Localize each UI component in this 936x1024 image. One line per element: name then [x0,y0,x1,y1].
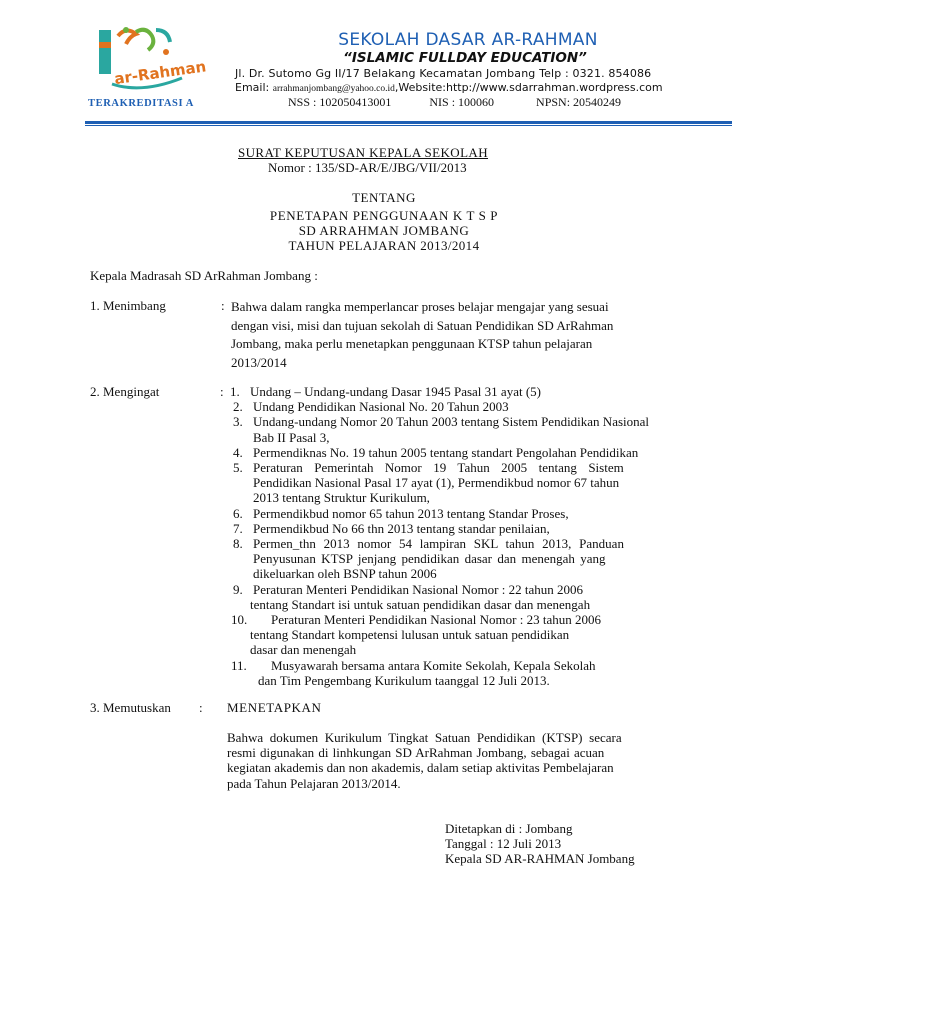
item-line: Undang-undang Nomor 20 Tahun 2003 tentang Sistem Pendidikan Nasional [253,414,650,430]
memutuskan-keyword: MENETAPKAN [227,700,322,715]
nis: NIS : 100060 [429,95,495,109]
list-item [230,612,710,627]
list-item [230,521,710,536]
menimbang-colon: : [221,298,225,313]
item-line: Peraturan Pemerintah Nomor 19 Tahun 2005 tentang Sistem [253,460,624,476]
heading-subject-3: TAHUN PELAJARAN 2013/2014 [288,238,480,253]
memutuskan-label: 3. Memutuskan [90,700,171,715]
list-item [230,399,710,414]
menimbang-line: Jombang, maka perlu menetapkan penggunaan KTSP tahun pelajaran [231,336,593,351]
item-number: 7. [233,520,243,536]
school-motto: “ISLAMIC FULLDAY EDUCATION” [343,50,587,66]
list-item [230,414,710,444]
item-line: tentang Standart isi untuk satuan pendidikan dasar dan menengah [250,596,591,612]
item-line: Permen_thn 2013 nomor 54 lampiran SKL tahun 2013, Panduan [253,536,624,552]
item-line: dikeluarkan oleh BSNP tahun 2006 [253,566,437,582]
item-number: 6. [233,505,243,521]
opening-line: Kepala Madrasah SD ArRahman Jombang : [90,268,318,283]
item-line: Peraturan Menteri Pendidikan Nasional Nomor : 22 tahun 2006 [253,581,583,597]
list-item [230,384,710,399]
list-item [230,658,710,673]
school-ids [288,95,621,110]
school-name: SEKOLAH DASAR AR-RAHMAN [338,30,598,50]
menimbang-line: dengan visi, misi dan tujuan sekolah di Satuan Pendidikan SD ArRahman [231,317,614,333]
header-rule-thin [85,125,732,126]
list-item [230,445,710,460]
item-number: 2. [233,399,243,415]
item-line: Pendidikan Nasional Pasal 17 ayat (1), Permendikbud nomor 67 tahun [253,475,620,491]
heading-subject-2: SD ARRAHMAN JOMBANG [298,223,470,238]
item-line: dasar dan menengah [250,642,357,658]
item-line: Permendikbud No 66 thn 2013 tentang standar penilaian, [253,520,550,536]
item-number: 11. [231,657,247,673]
item-line: Penyusunan KTSP jenjang pendidikan dasar dan menengah yang [253,551,606,567]
signature-place: Ditetapkan di : Jombang [445,821,573,836]
memutuskan-text [227,730,678,791]
header-rule-thick [85,121,732,124]
menimbang-line: Bahwa dalam rangka memperlancar proses belajar mengajar yang sesuai [231,299,609,314]
memutuskan-colon: : [199,700,203,715]
email-value: arrahmanjombang@yahoo.co.id [272,84,395,94]
npsn: NPSN: 20540249 [536,95,622,109]
document-number: Nomor : 135/SD-AR/E/JBG/VII/2013 [268,160,467,175]
item-line: 2013 tentang Struktur Kurikulum, [253,490,430,506]
nss: NSS : 102050413001 [288,95,392,109]
mengingat-label: 2. Mengingat [90,384,160,399]
item-number: 5. [233,460,243,476]
signature-position: Kepala SD AR-RAHMAN Jombang [445,851,635,867]
item-line: Bab II Pasal 3, [253,429,330,445]
item-number: 1. [230,384,240,399]
mengingat-colon: : [220,384,224,399]
signature-date: Tanggal : 12 Juli 2013 [445,836,562,852]
item-number: 4. [233,444,243,460]
item-line: dan Tim Pengembang Kurikulum taanggal 12 Juli 2013. [258,672,550,688]
menimbang-text [231,298,681,372]
item-line: Musyawarah bersama antara Komite Sekolah, Kepala Sekolah [271,657,596,673]
memutuskan-line: Bahwa dokumen Kurikulum Tingkat Satuan Pendidikan (KTSP) secara [227,730,622,745]
item-line: tentang Standart kompetensi lulusan untuk satuan pendidikan [250,627,570,643]
item-number: 8. [233,536,243,552]
accreditation-label: TERAKREDITASI A [88,98,194,109]
item-number: 3. [233,414,243,430]
list-item [230,460,710,506]
list-item [230,506,710,521]
signature-block [445,821,635,867]
item-number: 9. [233,581,243,597]
list-item [230,582,710,612]
website: ,Website:http://www.sdarrahman.wordpress.com [394,81,663,94]
item-number: 10. [231,612,248,628]
item-line: Permendiknas No. 19 tahun 2005 tentang standart Pengolahan Pendidikan [253,444,639,460]
email-label: Email: [235,81,270,94]
list-item [230,536,710,582]
logo-wordmark: ar-Rahman [113,57,208,89]
menimbang-label: 1. Menimbang [90,298,166,313]
memutuskan-line: pada Tahun Pelajaran 2013/2014. [227,775,401,791]
school-address: Jl. Dr. Sutomo Gg II/17 Belakang Kecamatan Jombang Telp : 0321. 854086 [235,67,652,80]
memutuskan-line: kegiatan akademis dan non akademis, dalam setiap aktivitas Pembelajaran [227,760,614,776]
document-title: SURAT KEPUTUSAN KEPALA SEKOLAH [238,145,489,160]
menimbang-line: 2013/2014 [231,354,287,370]
mengingat-list [230,384,710,688]
item-line: Permendikbud nomor 65 tahun 2013 tentang Standar Proses, [253,505,569,521]
item-line: Undang Pendidikan Nasional No. 20 Tahun 2003 [253,399,509,415]
item-line: Peraturan Menteri Pendidikan Nasional Nomor : 23 tahun 2006 [271,612,601,628]
memutuskan-line: resmi digunakan di linhkungan SD ArRahman Jombang, sebagai acuan [227,745,605,761]
contact-line [235,81,663,94]
heading-subject-1: PENETAPAN PENGGUNAAN K T S P [269,208,499,223]
item-line: Undang – Undang-undang Dasar 1945 Pasal 31 ayat (5) [250,384,541,399]
heading-about: TENTANG [352,190,416,205]
